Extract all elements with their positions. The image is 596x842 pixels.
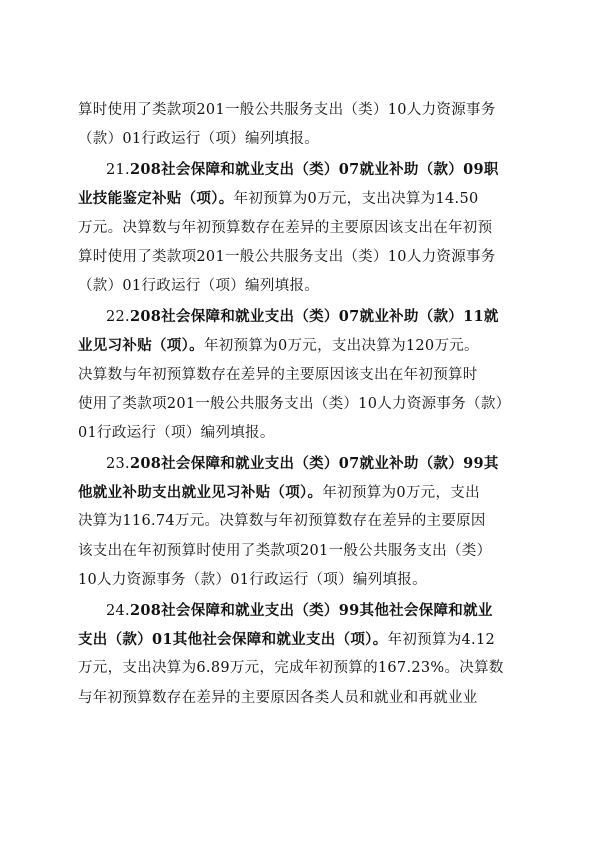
body-text-run: 24. (106, 602, 130, 619)
text-line (78, 272, 528, 301)
text-line (78, 449, 528, 478)
text-line (78, 625, 528, 654)
text-line (78, 155, 528, 184)
paragraph-p24 (78, 596, 528, 714)
text-line (78, 537, 528, 566)
body-text-run: 与年初预算数存在差异的主要原因各类人员和就业和再就业业 (78, 689, 478, 706)
bold-heading-text: 208社会保障和就业支出（类）07就业补助（款）09职 (129, 160, 499, 178)
text-line (78, 390, 528, 419)
body-text-run: 万元。决算数与年初预算数存在差异的主要原因该支出在年初预 (78, 219, 493, 236)
text-line (78, 507, 528, 536)
text-line (78, 214, 528, 243)
body-text-run: 决算数与年初预算数存在差异的主要原因该支出在年初预算时 (78, 366, 478, 383)
body-text-run: 算时使用了类款项201一般公共服务支出（类）10人力资源事务 (78, 102, 496, 118)
text-line (78, 96, 528, 125)
text-line (78, 125, 528, 154)
body-text (78, 96, 528, 713)
body-text-run: （款）01行政运行（项）编列填报。 (78, 278, 320, 295)
body-text-run: 年初预算为0万元，支出决算为120万元。 (203, 338, 479, 355)
bold-heading-text: 业见习补贴（项）。 (78, 337, 204, 355)
text-line (78, 302, 528, 331)
paragraph-p21 (78, 155, 528, 302)
paragraph-p20-tail (78, 96, 528, 155)
body-text-run: （款）01行政运行（项）编列填报。 (78, 131, 320, 148)
bold-heading-text: 支出（款）01其他社会保障和就业支出（项）。 (78, 631, 388, 649)
bold-heading-text: 业技能鉴定补贴（项）。 (78, 190, 234, 208)
body-text-run: 23. (106, 455, 130, 472)
body-text-run: 年初预算为0万元，支出决算为14.50 (233, 191, 479, 208)
body-text-run: 01行政运行（项）编列填报。 (78, 425, 275, 442)
body-text-run: 年初预算为4.12 (387, 632, 496, 649)
body-text-run: 使用了类款项201一般公共服务支出（类）10人力资源事务（款） (78, 395, 511, 412)
text-line (78, 566, 528, 595)
text-line (78, 419, 528, 448)
text-line (78, 478, 528, 507)
body-text-run: 年初预算为0万元，支出 (322, 485, 480, 502)
text-line (78, 361, 528, 390)
text-line (78, 243, 528, 272)
text-line (78, 331, 528, 360)
bold-heading-text: 208社会保障和就业支出（类）07就业补助（款）99其 (129, 454, 499, 472)
body-text-run: 22. (106, 308, 130, 325)
paragraph-p23 (78, 449, 528, 596)
text-line (78, 596, 528, 625)
bold-heading-text: 208社会保障和就业支出（类）07就业补助（款）11就 (129, 307, 499, 325)
text-line (78, 654, 528, 683)
bold-heading-text: 208社会保障和就业支出（类）99其他社会保障和就业 (129, 601, 493, 619)
body-text-run: 决算为116.74万元。决算数与年初预算数存在差异的主要原因 (78, 513, 486, 530)
text-line (78, 184, 528, 213)
body-text-run: 算时使用了类款项201一般公共服务支出（类）10人力资源事务 (78, 248, 496, 265)
bold-heading-text: 他就业补助支出就业见习补贴（项）。 (78, 484, 323, 502)
body-text-run: 10人力资源事务（款）01行政运行（项）编列填报。 (78, 572, 427, 589)
body-text-run: 该支出在年初预算时使用了类款项201一般公共服务支出（类） (78, 542, 492, 559)
paragraph-p22 (78, 302, 528, 449)
body-text-run: 21. (106, 161, 130, 178)
body-text-run: 万元，支出决算为6.89万元，完成年初预算的167.23%。决算数 (78, 660, 504, 677)
text-line (78, 684, 528, 713)
